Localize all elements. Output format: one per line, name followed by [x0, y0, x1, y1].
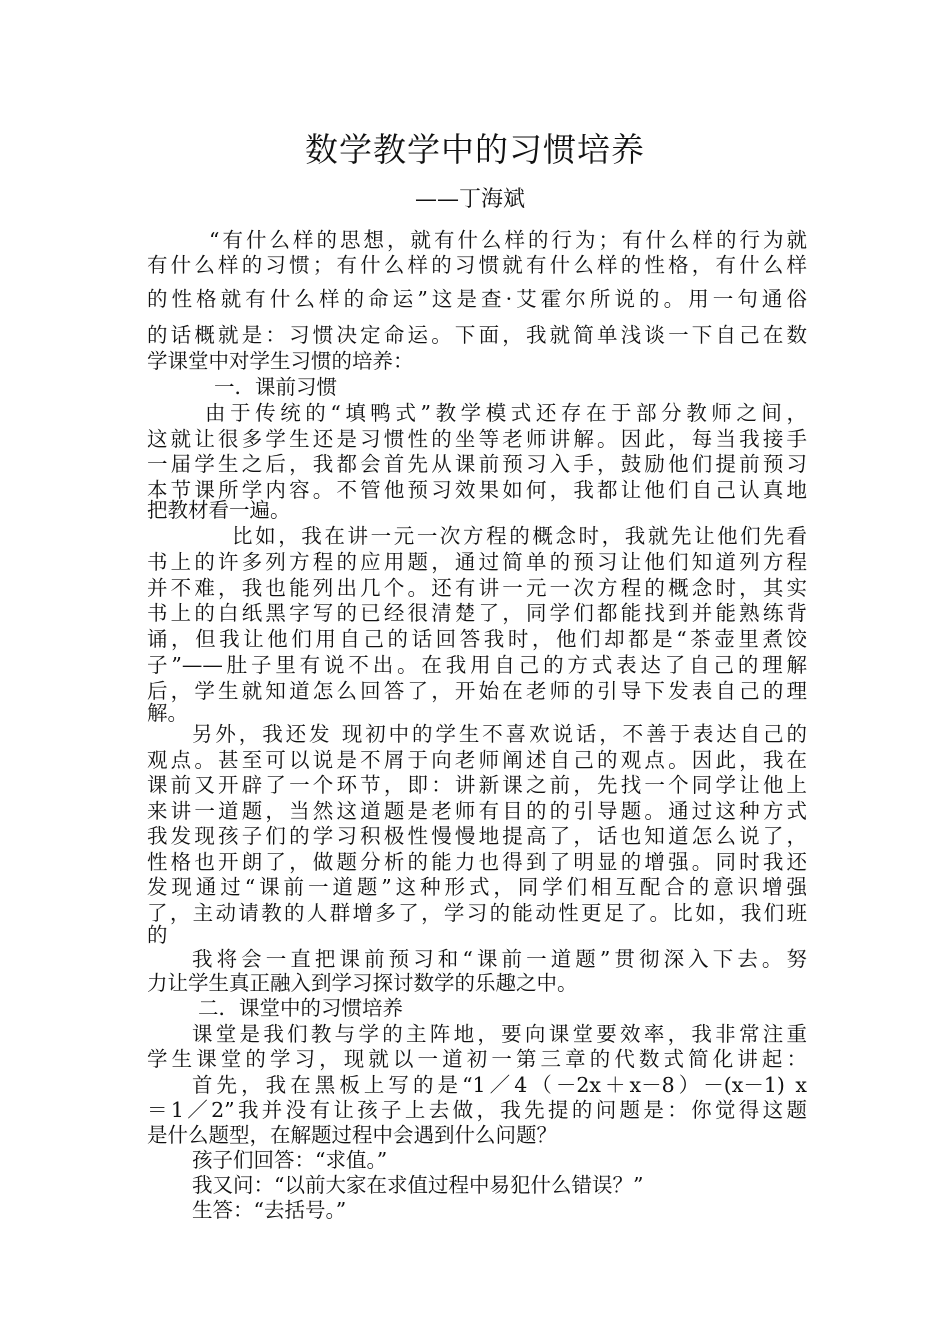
paragraph-line: 我将会一直把课前预习和“课前一道题”贯彻深入下去。努 [192, 947, 807, 971]
paragraph-line: 的性格就有什么样的命运”这是查·艾霍尔所说的。用一句通俗 [147, 287, 807, 311]
paragraph-line: 诵，但我让他们用自己的话回答我时，他们却都是“茶壶里煮饺 [147, 627, 807, 651]
paragraph-line: 学生课堂的学习，现就以一道初一第三章的代数式简化讲起： [147, 1047, 807, 1071]
paragraph-line: 生答：“去括号。” [192, 1198, 347, 1222]
document-title: 数学教学中的习惯培养 [305, 130, 645, 169]
paragraph-line: 子”——肚子里有说不出。在我用自己的方式表达了自己的理解 [147, 653, 807, 677]
paragraph-line: 由于传统的“填鸭式”教学模式还存在于部分教师之间， [205, 401, 807, 425]
paragraph-line: 比如，我在讲一元一次方程的概念时，我就先让他们先看 [232, 524, 807, 548]
paragraph-line: 这就让很多学生还是习惯性的坐等老师讲解。因此，每当我接手 [147, 427, 807, 451]
paragraph-line: 并不难，我也能列出几个。还有讲一元一次方程的概念时，其实 [147, 576, 807, 600]
paragraph-line: 发现通过“课前一道题”这种形式，同学们相互配合的意识增强 [147, 875, 807, 899]
paragraph-line: “有什么样的思想，就有什么样的行为；有什么样的行为就 [209, 228, 807, 252]
paragraph-line: 有什么样的习惯；有什么样的习惯就有什么样的性格，有什么样 [147, 253, 807, 277]
paragraph-line: 解。 [147, 701, 188, 725]
paragraph-line: 书上的许多列方程的应用题，通过简单的预习让他们知道列方程 [147, 550, 807, 574]
paragraph-line: 书上的白纸黑字写的已经很清楚了，同学们都能找到并能熟练背 [147, 601, 807, 625]
paragraph-line: 首先，我在黑板上写的是“1／4（－2x＋x－8）－(x－1) x [192, 1073, 807, 1097]
paragraph-line: 一届学生之后，我都会首先从课前预习入手，鼓励他们提前预习 [147, 452, 807, 476]
paragraph-line: 观点。甚至可以说是不屑于向老师阐述自己的观点。因此，我在 [147, 748, 807, 772]
paragraph-line: 是什么题型，在解题过程中会遇到什么问题？ [147, 1123, 557, 1147]
paragraph-line: 我又问：“以前大家在求值过程中易犯什么错误？” [192, 1173, 644, 1197]
paragraph-line: 力让学生真正融入到学习探讨数学的乐趣之中。 [147, 971, 578, 995]
section-heading: 二．课堂中的习惯培养 [198, 996, 403, 1020]
paragraph-line: 把教材看一遍。 [147, 498, 291, 522]
paragraph-line: ＝1／2”我并没有让孩子上去做，我先提的问题是：你觉得这题 [147, 1098, 807, 1122]
section-heading: 一．课前习惯 [214, 375, 337, 399]
paragraph-line: 来讲一道题，当然这道题是老师有目的的引导题。通过这种方式 [147, 799, 807, 823]
paragraph-line: 孩子们回答：“求值。” [192, 1148, 388, 1172]
paragraph-line: 我发现孩子们的学习积极性慢慢地提高了，话也知道怎么说了， [147, 824, 807, 848]
paragraph-line: 本节课所学内容。不管他预习效果如何，我都让他们自己认真地 [147, 478, 807, 502]
document-author: ——丁海斌 [415, 187, 526, 212]
paragraph-line: 了，主动请教的人群增多了，学习的能动性更足了。比如，我们班 [147, 901, 807, 925]
paragraph-line: 学课堂中对学生习惯的培养： [147, 349, 414, 373]
paragraph-line: 课堂是我们教与学的主阵地，要向课堂要效率，我非常注重 [192, 1022, 807, 1046]
paragraph-line: 性格也开朗了，做题分析的能力也得到了明显的增强。同时我还 [147, 850, 807, 874]
paragraph-line: 的话概就是：习惯决定命运。下面，我就简单浅谈一下自己在数 [147, 323, 807, 347]
paragraph-line: 另外，我还发 现初中的学生不喜欢说话，不善于表达自己的 [192, 722, 807, 746]
paragraph-line: 的 [147, 923, 168, 947]
paragraph-line: 课前又开辟了一个环节，即：讲新课之前，先找一个同学让他上 [147, 773, 807, 797]
paragraph-line: 后，学生就知道怎么回答了，开始在老师的引导下发表自己的理 [147, 679, 807, 703]
